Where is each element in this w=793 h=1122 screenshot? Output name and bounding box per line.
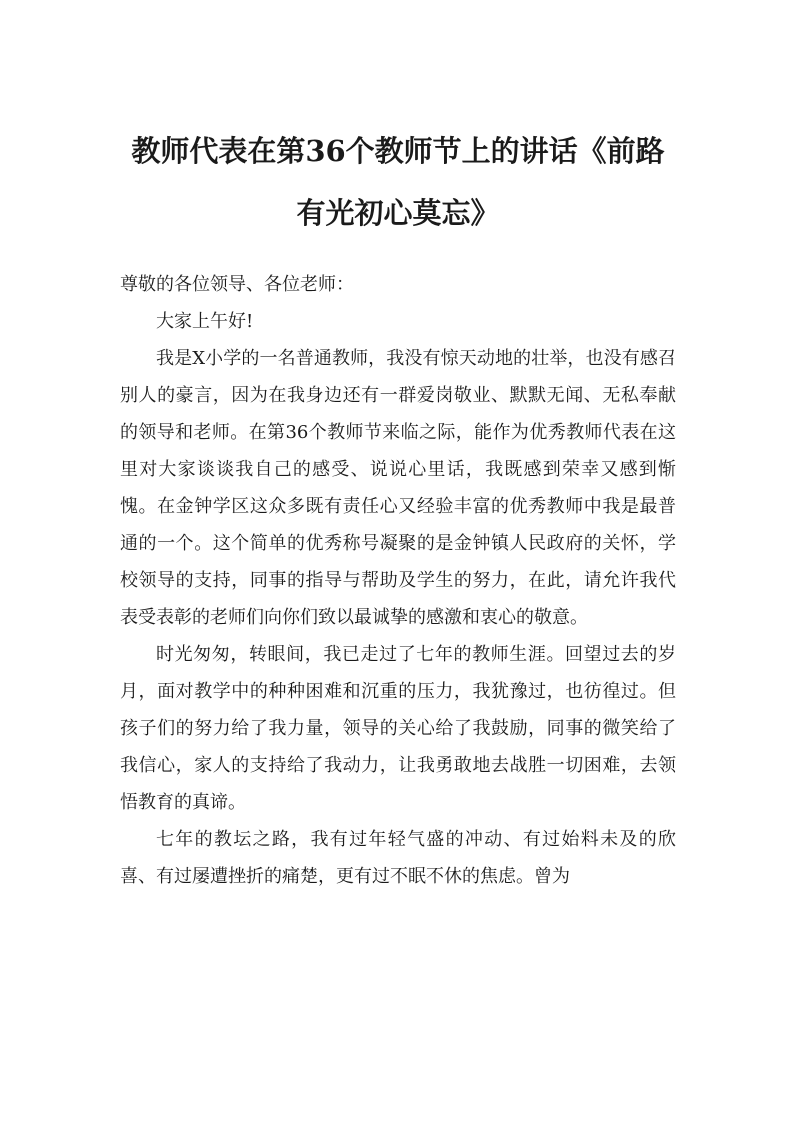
salutation: 尊敬的各位领导、各位老师： xyxy=(120,274,354,295)
document-title: 教师代表在第36个教师节上的讲话《前路有光初心莫忘》 xyxy=(131,134,665,230)
paragraph-reflection: 时光匆匆，转眼间，我已走过了七年的教师生涯。回望过去的岁月，面对教学中的种种困难和沉重的压力，我犹豫过，也彷徨过。但孩子们的努力给了我力量，领导的关心给了我鼓励，同事的微笑给了我信心，家人的支持给了我动力，让我勇敢地去战胜一切困难，去领悟教育的真谛。 xyxy=(120,644,676,813)
document-body xyxy=(120,266,676,895)
paragraph-greeting: 大家上午好! xyxy=(156,311,254,332)
paragraph-introduction: 我是X小学的一名普通教师，我没有惊天动地的壮举，也没有感召别人的豪言，因为在我身边还有一群爱岗敬业、默默无闻、无私奉献的领导和老师。在第36个教师节来临之际，能作为优秀教师代表在这里对大家谈谈我自己的感受、说说心里话，我既感到荣幸又感到惭愧。在金钟学区这众多既有责任心又经验丰富的优秀教师中我是最普通的一个。这个简单的优秀称号凝聚的是金钟镇人民政府的关怀，学校领导的支持，同事的指导与帮助及学生的努力，在此，请允许我代表受表彰的老师们向你们致以最诚挚的感激和衷心的敬意。 xyxy=(120,348,676,628)
paragraph-seven-years: 七年的教坛之路，我有过年轻气盛的冲动、有过始料未及的欣喜、有过屡遭挫折的痛楚，更有过不眠不休的焦虑。曾为 xyxy=(120,829,676,887)
